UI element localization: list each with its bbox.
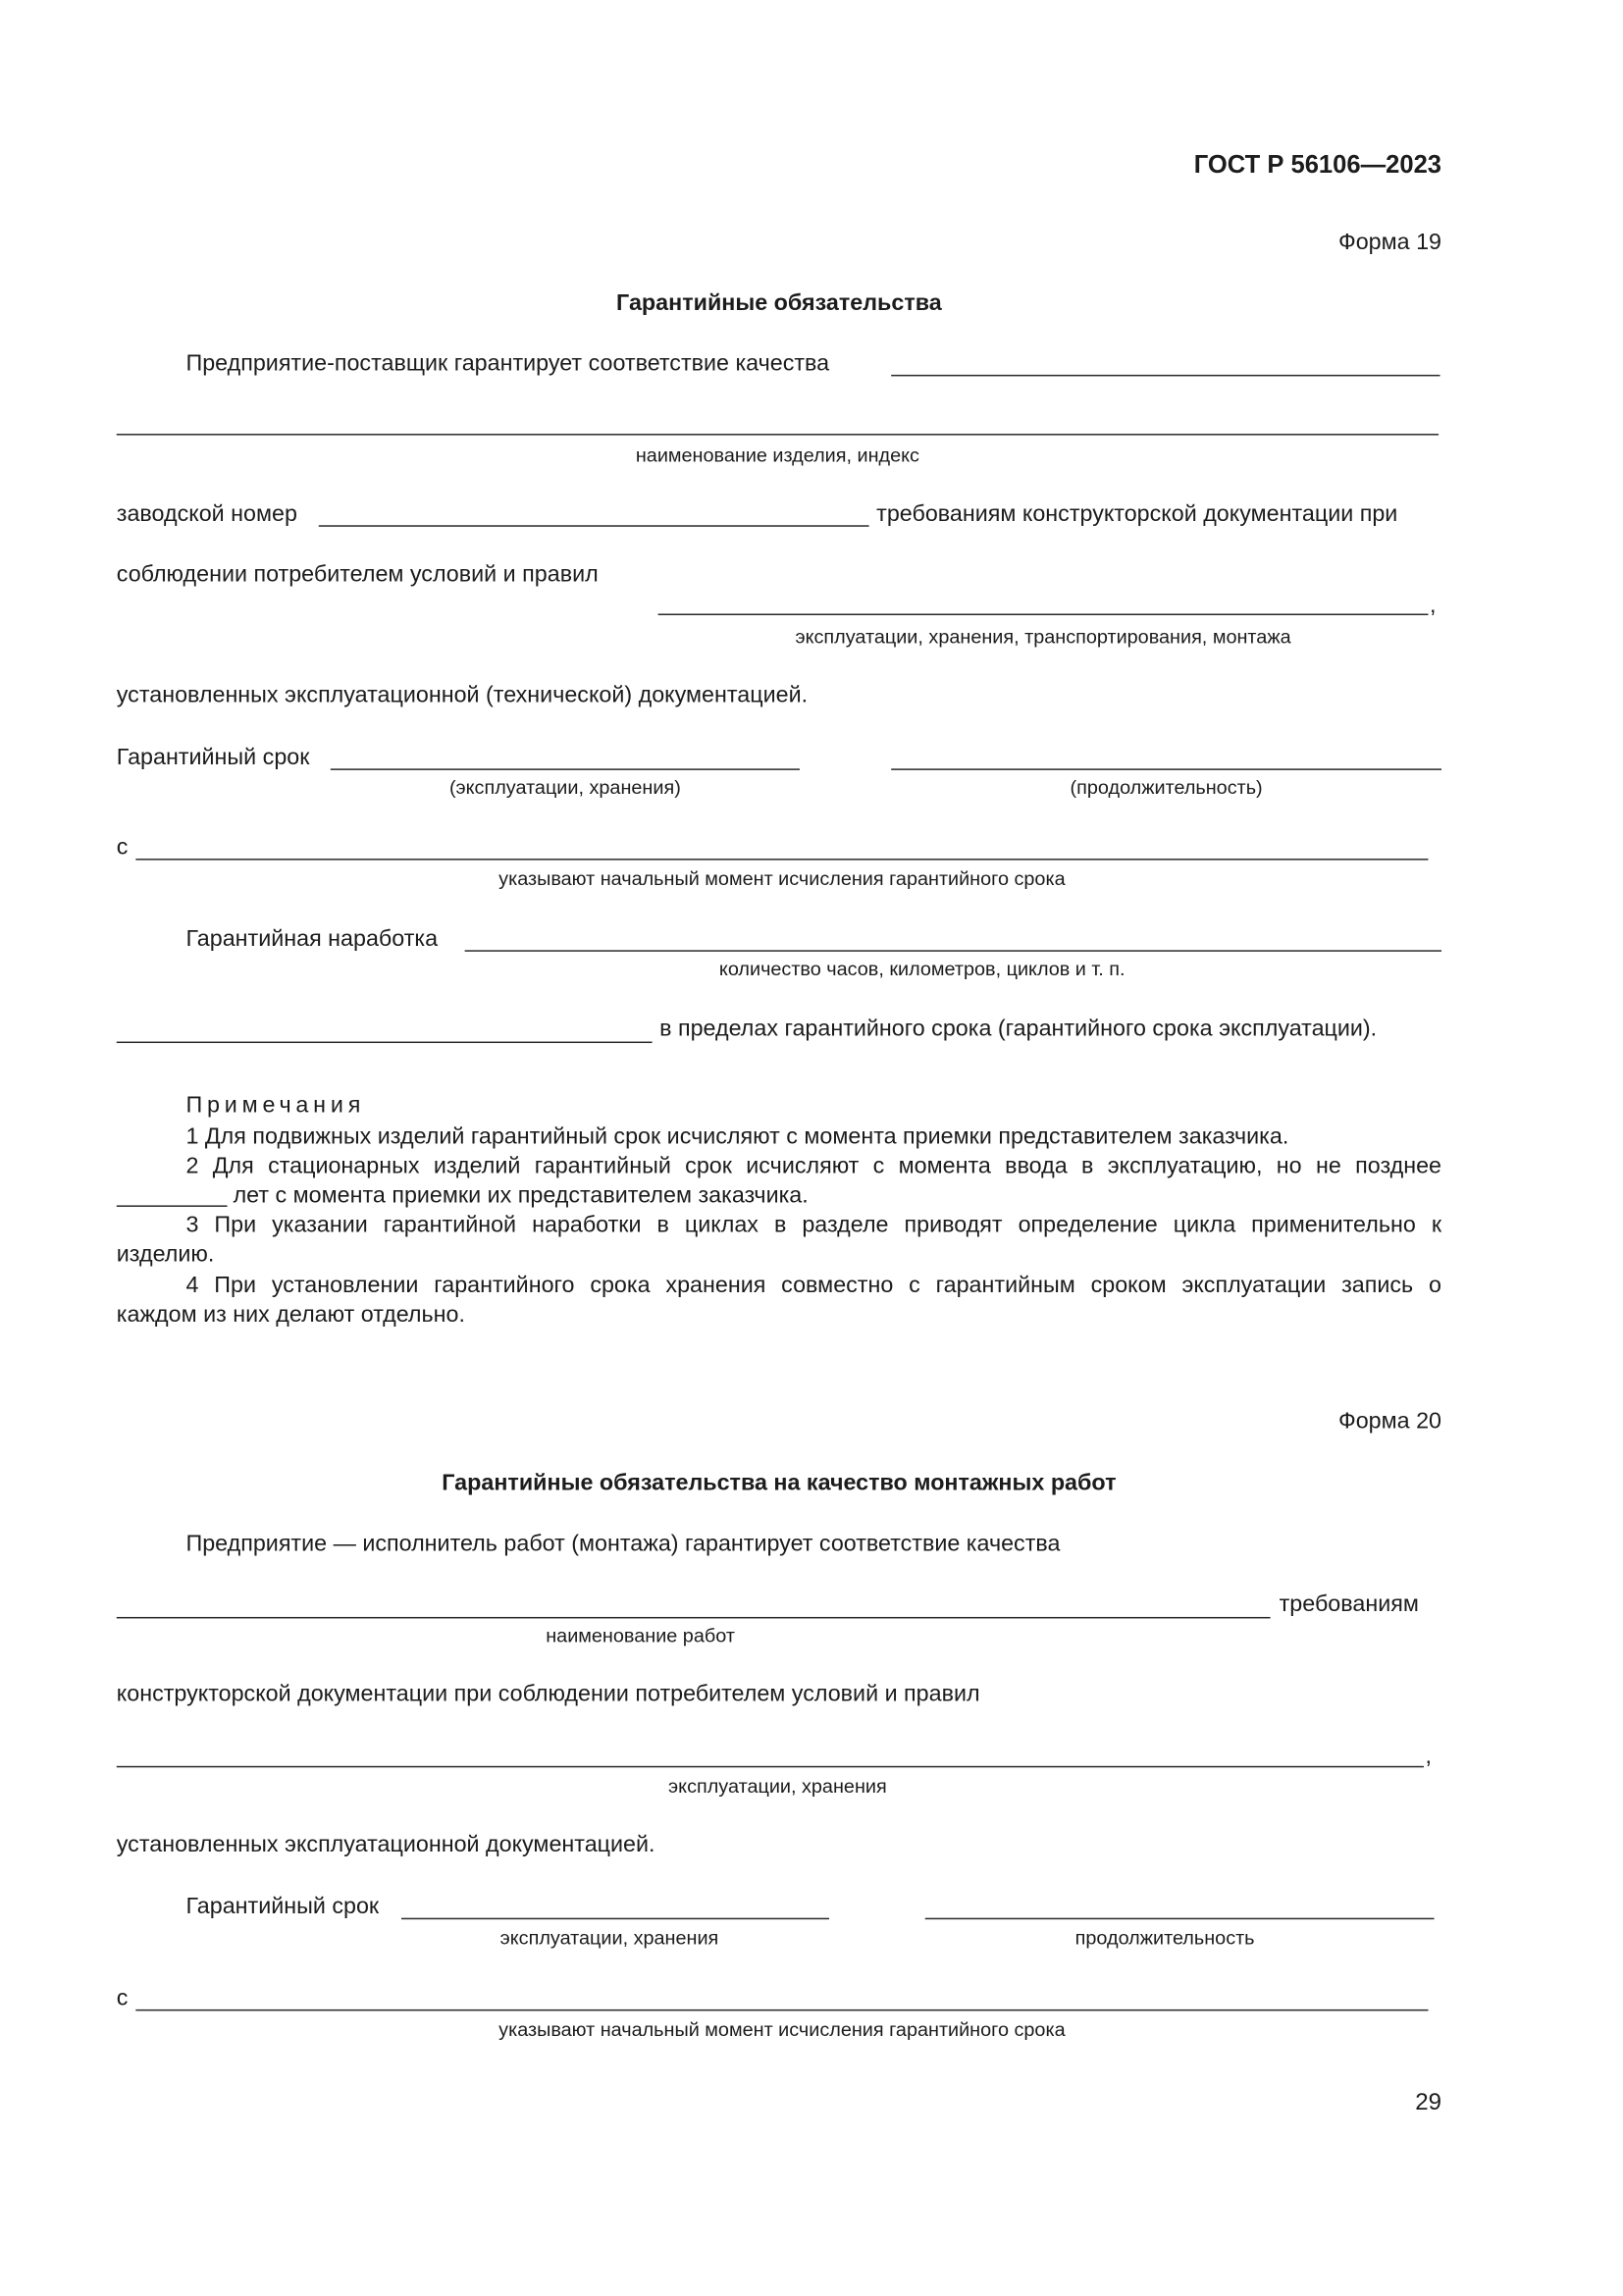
note-2-line-1: 2 Для стационарных изделий гарантийный срок исчисляют с момента ввода в эксплуатацию, но не позднее bbox=[185, 1153, 1442, 1179]
product-name-caption: наименование изделия, индекс bbox=[635, 444, 919, 467]
form-19-supplier-text: Предприятие-поставщик гарантирует соответствие качества bbox=[185, 350, 830, 377]
warranty-type-blank-line[interactable] bbox=[401, 1918, 829, 1920]
warranty-type-blank-line[interactable] bbox=[331, 768, 800, 770]
form-19-title: Гарантийные обязательства bbox=[616, 290, 942, 316]
start-moment-caption: указывают начальный момент исчисления гарантийного срока bbox=[498, 867, 1066, 890]
page-number: 29 bbox=[1415, 2090, 1442, 2116]
warranty-period-label: Гарантийный срок bbox=[185, 1894, 380, 1920]
warranty-type-caption: эксплуатации, хранения bbox=[499, 1926, 719, 1950]
warranty-duration-blank-line[interactable] bbox=[891, 768, 1441, 770]
note-3-line-1: 3 При указании гарантийной наработки в циклах в разделе приводят определение цикла применительно к bbox=[185, 1212, 1442, 1238]
requirements-text: требованиям bbox=[1279, 1592, 1419, 1617]
from-label: с bbox=[116, 835, 129, 861]
note-3-line-2: изделию. bbox=[116, 1242, 215, 1268]
warranty-period-label: Гарантийный срок bbox=[116, 745, 310, 770]
note-2-line-2: лет с момента приемки их представителем заказчика. bbox=[233, 1182, 809, 1209]
operation-rules-caption: эксплуатации, хранения, транспортирования, монтажа bbox=[795, 625, 1291, 649]
works-name-blank-line[interactable] bbox=[117, 1617, 1271, 1619]
warranty-duration-caption: (продолжительность) bbox=[1070, 775, 1263, 799]
operation-storage-blank-line[interactable] bbox=[117, 1766, 1424, 1768]
comma: , bbox=[1425, 1744, 1432, 1769]
note-1: 1 Для подвижных изделий гарантийный срок исчисляют с момента приемки представителем заказчика. bbox=[185, 1123, 1289, 1150]
form-20-contractor-text: Предприятие — исполнитель работ (монтажа) гарантирует соответствие качества bbox=[185, 1531, 1061, 1557]
serial-number-label: заводской номер bbox=[116, 501, 297, 527]
warranty-duration-blank-line[interactable] bbox=[925, 1918, 1435, 1920]
established-by-docs-text: установленных эксплуатационной документацией. bbox=[116, 1832, 655, 1858]
quality-blank-line[interactable] bbox=[891, 375, 1440, 377]
established-by-docs-text: установленных эксплуатационной (технической) документацией. bbox=[116, 683, 809, 708]
warranty-runtime-blank-line[interactable] bbox=[465, 950, 1441, 952]
start-moment-caption: указывают начальный момент исчисления гарантийного срока bbox=[498, 2017, 1066, 2041]
operation-rules-blank-line[interactable] bbox=[658, 613, 1429, 615]
serial-number-blank-line[interactable] bbox=[319, 525, 869, 527]
warranty-runtime-label: Гарантийная наработка bbox=[185, 926, 439, 952]
runtime-tail-text: в пределах гарантийного срока (гарантийного срока эксплуатации). bbox=[659, 1016, 1378, 1042]
serial-number-tail: требованиям конструкторской документации при bbox=[876, 501, 1398, 527]
design-docs-text: конструкторской документации при соблюдении потребителем условий и правил bbox=[116, 1682, 980, 1707]
standard-number: ГОСТ Р 56106—2023 bbox=[1193, 150, 1442, 179]
operation-storage-caption: эксплуатации, хранения bbox=[668, 1774, 887, 1798]
start-moment-blank-line[interactable] bbox=[135, 2009, 1428, 2011]
note-2-years-blank-line[interactable] bbox=[117, 1205, 228, 1207]
comma: , bbox=[1429, 593, 1437, 619]
form-19-label: Форма 19 bbox=[1337, 230, 1442, 256]
note-4-line-1: 4 При установлении гарантийного срока хранения совместно с гарантийным сроком эксплуатации запись о bbox=[185, 1273, 1442, 1299]
conditions-text: соблюдении потребителем условий и правил bbox=[116, 561, 599, 588]
form-20-title: Гарантийные обязательства на качество монтажных работ bbox=[442, 1471, 1117, 1496]
note-4-line-2: каждом из них делают отдельно. bbox=[116, 1302, 465, 1329]
product-name-blank-line[interactable] bbox=[117, 434, 1439, 436]
warranty-runtime-caption: количество часов, километров, циклов и т. п. bbox=[718, 957, 1126, 980]
notes-title: Примечания bbox=[185, 1093, 366, 1119]
start-moment-blank-line[interactable] bbox=[135, 859, 1428, 861]
form-20-label: Форма 20 bbox=[1337, 1408, 1442, 1435]
from-label: с bbox=[116, 1985, 129, 2011]
warranty-type-caption: (эксплуатации, хранения) bbox=[448, 775, 681, 799]
warranty-duration-caption: продолжительность bbox=[1074, 1926, 1255, 1950]
works-name-caption: наименование работ bbox=[546, 1624, 735, 1647]
runtime-value-blank-line[interactable] bbox=[117, 1042, 653, 1044]
